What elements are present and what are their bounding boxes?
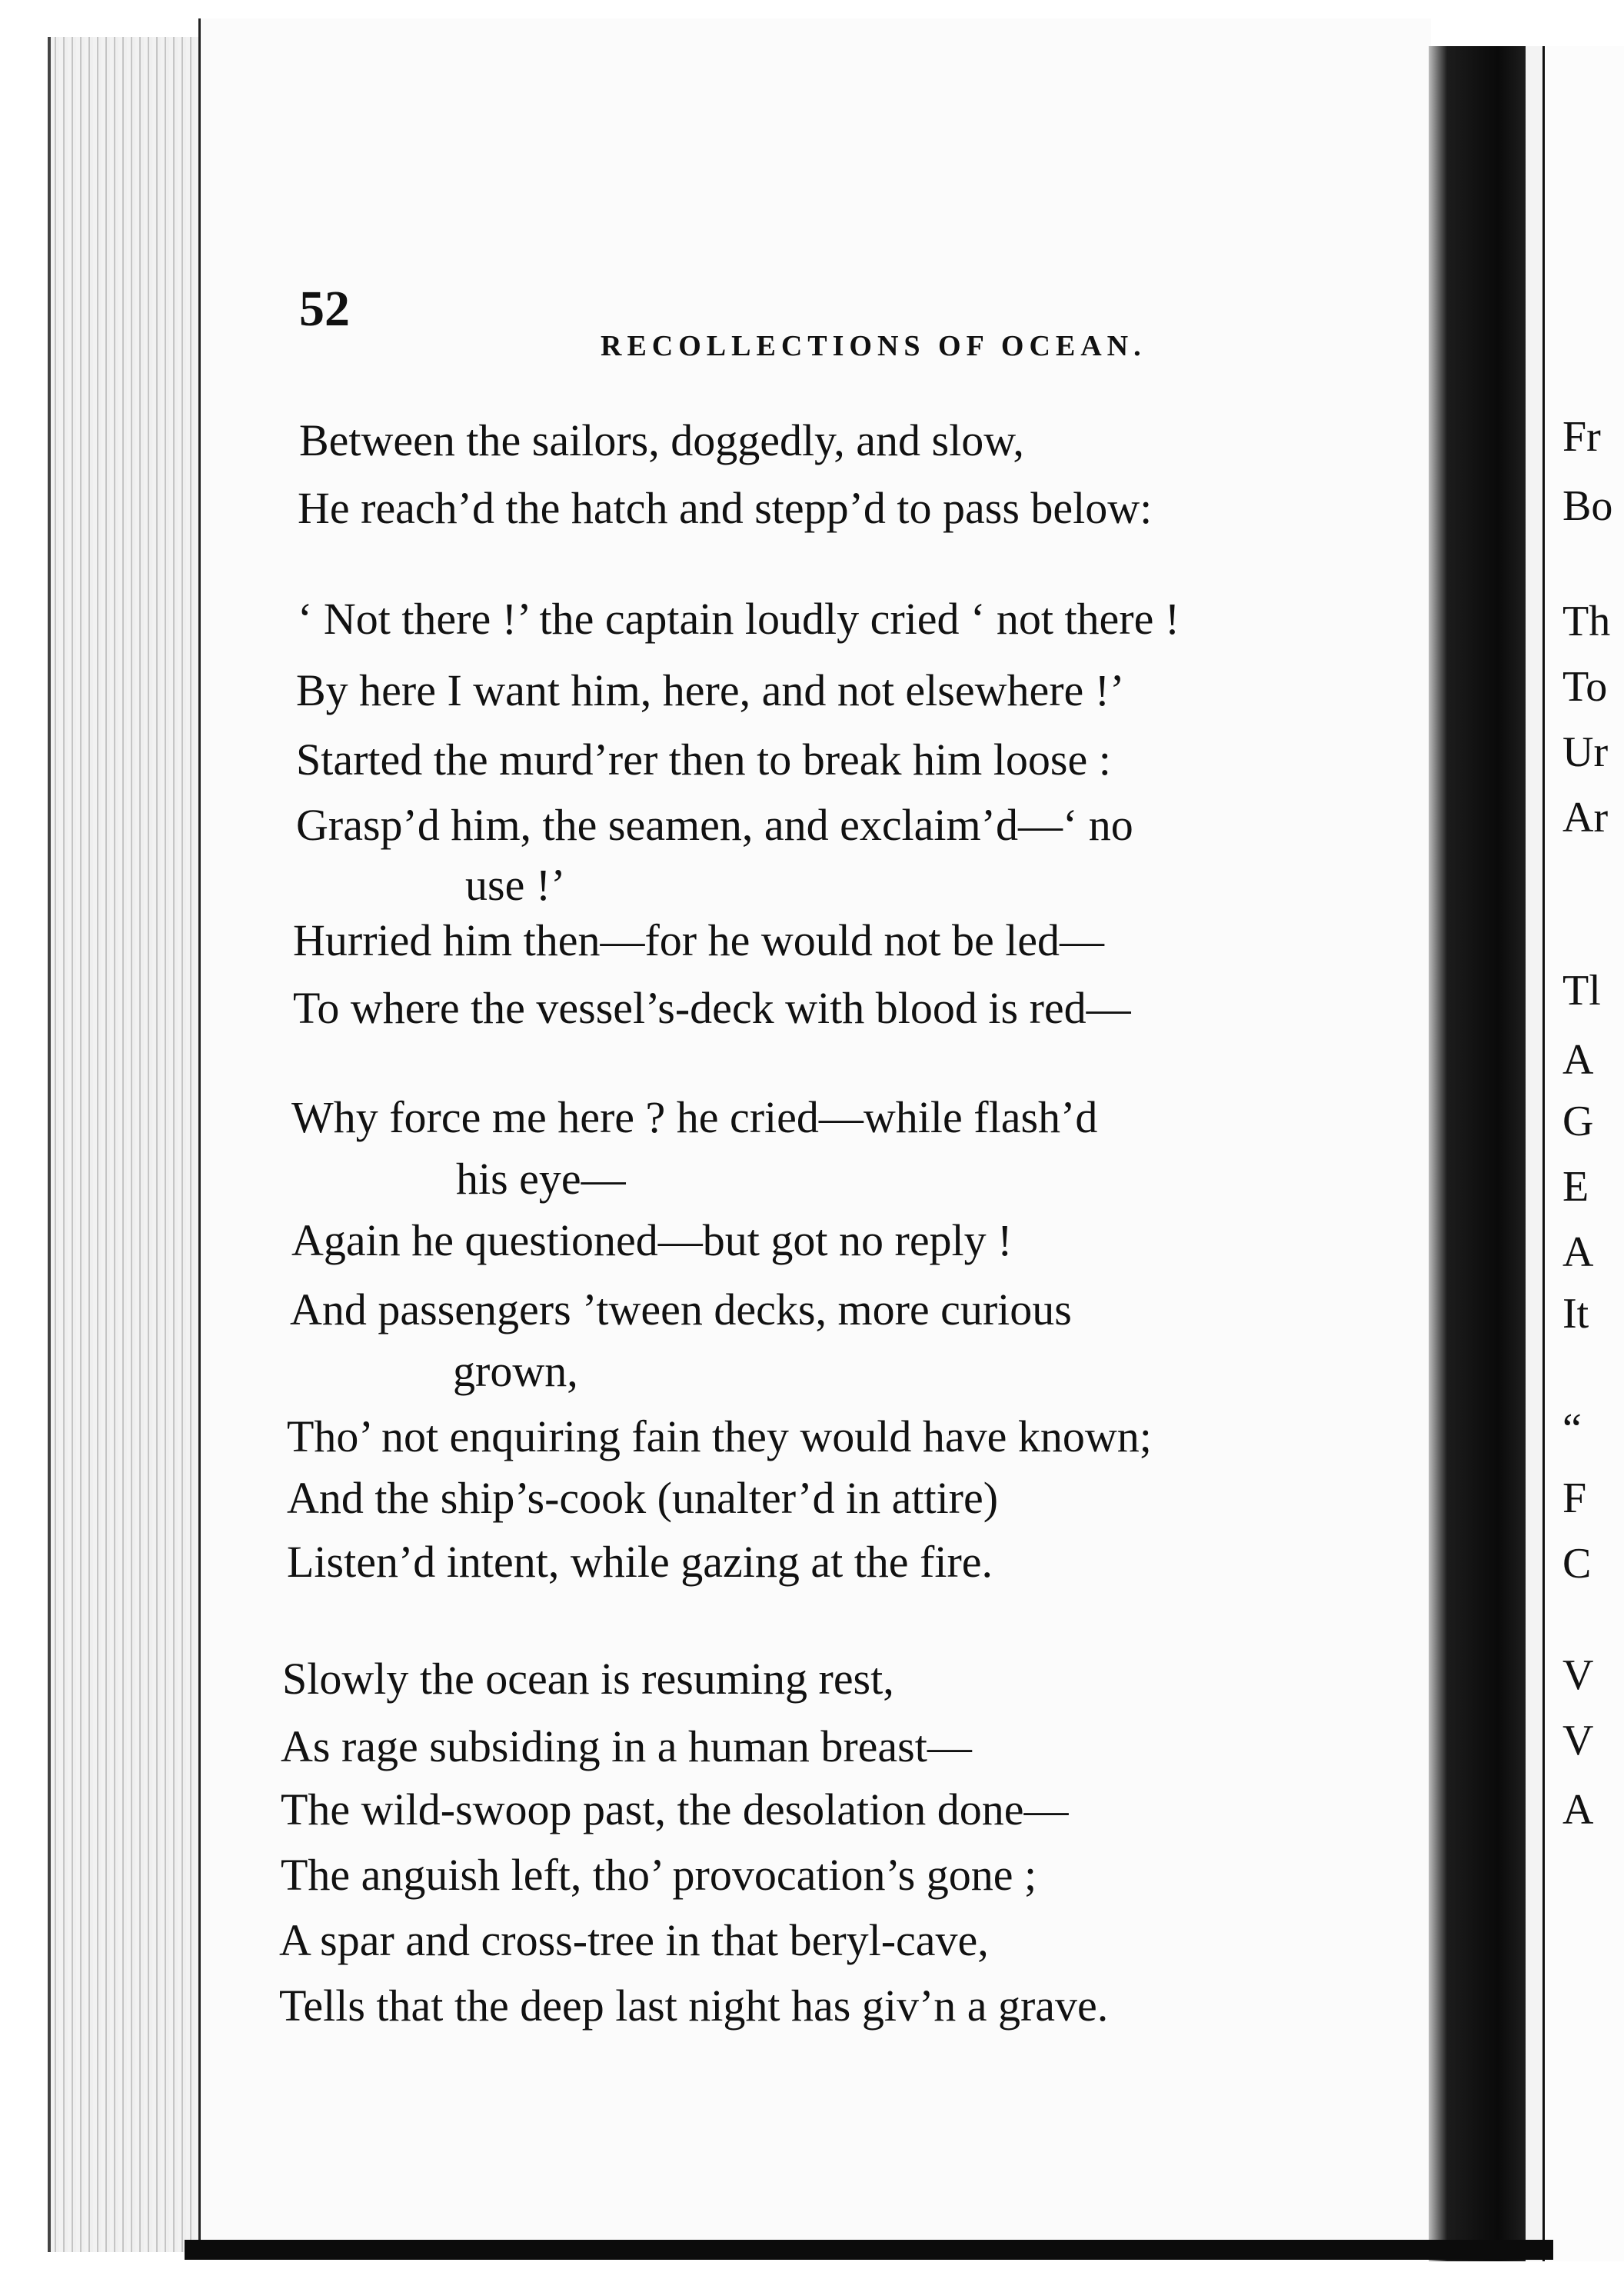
- verse-line: The anguish left, tho’ provocation’s gone ;: [281, 1850, 1037, 1900]
- verse-line: Tho’ not enquiring fain they would have known;: [287, 1411, 1152, 1461]
- verse-line: Started the murd’rer then to break him loose :: [296, 735, 1111, 785]
- facing-fragment: It: [1562, 1290, 1589, 1338]
- running-head: RECOLLECTIONS OF OCEAN.: [601, 330, 1146, 362]
- verse-line: Again he questioned—but got no reply !: [291, 1215, 1013, 1265]
- verse-line: The wild-swoop past, the desolation done—: [281, 1784, 1069, 1834]
- verse-line: Between the sailors, doggedly, and slow,: [299, 415, 1024, 465]
- verse-line: Listen’d intent, while gazing at the fire.: [287, 1537, 993, 1587]
- facing-fragment: A: [1562, 1036, 1594, 1084]
- verse-line: By here I want him, here, and not elsewhere !’: [296, 665, 1125, 715]
- verse-line: Grasp’d him, the seamen, and exclaim’d—‘ no: [296, 800, 1133, 850]
- page-number: 52: [299, 281, 350, 337]
- verse-line-continuation: use !’: [465, 860, 566, 910]
- verse-line: To where the vessel’s-deck with blood is red—: [293, 983, 1131, 1033]
- verse-line: As rage subsiding in a human breast—: [281, 1721, 972, 1771]
- facing-fragment: “: [1562, 1405, 1582, 1453]
- verse-line: Why force me here ? he cried—while flash’d: [291, 1092, 1098, 1142]
- facing-fragment: F: [1562, 1474, 1587, 1522]
- verse-line: Slowly the ocean is resuming rest,: [282, 1654, 894, 1704]
- verse-line: A spar and cross-tree in that beryl-cave,: [279, 1915, 989, 1965]
- facing-page-edge: [1526, 46, 1545, 2261]
- verse-line: Tells that the deep last night has giv’n a grave.: [279, 1981, 1109, 2031]
- facing-fragment: Bo: [1562, 482, 1613, 530]
- facing-fragment: V: [1562, 1651, 1594, 1699]
- facing-fragment: Fr: [1562, 413, 1601, 461]
- verse-line: He reach’d the hatch and stepp’d to pass below:: [298, 483, 1153, 533]
- verse-line: Hurried him then—for he would not be led—: [293, 915, 1105, 965]
- facing-fragment: Tl: [1562, 967, 1601, 1015]
- verse-line: ‘ Not there !’ the captain loudly cried ‘ not there !: [298, 594, 1180, 644]
- facing-fragment: A: [1562, 1786, 1594, 1834]
- page-bottom-shadow: [185, 2240, 1553, 2260]
- verse-line-continuation: grown,: [453, 1346, 578, 1396]
- facing-fragment: E: [1562, 1163, 1589, 1211]
- facing-fragment: Th: [1562, 598, 1611, 645]
- book-page: [198, 18, 1431, 2249]
- facing-fragment: G: [1562, 1098, 1594, 1145]
- verse-line: And passengers ’tween decks, more curious: [290, 1284, 1072, 1334]
- facing-page-fragment: [1546, 46, 1624, 2261]
- facing-fragment: V: [1562, 1717, 1594, 1764]
- facing-fragment: C: [1562, 1540, 1592, 1588]
- page-edges: [48, 37, 201, 2252]
- facing-fragment: A: [1562, 1228, 1594, 1276]
- verse-line: And the ship’s-cook (unalter’d in attire): [287, 1473, 999, 1523]
- facing-fragment: Ur: [1562, 728, 1609, 776]
- facing-fragment: To: [1562, 663, 1608, 711]
- facing-fragment: Ar: [1562, 794, 1609, 841]
- verse-line-continuation: his eye—: [456, 1154, 626, 1204]
